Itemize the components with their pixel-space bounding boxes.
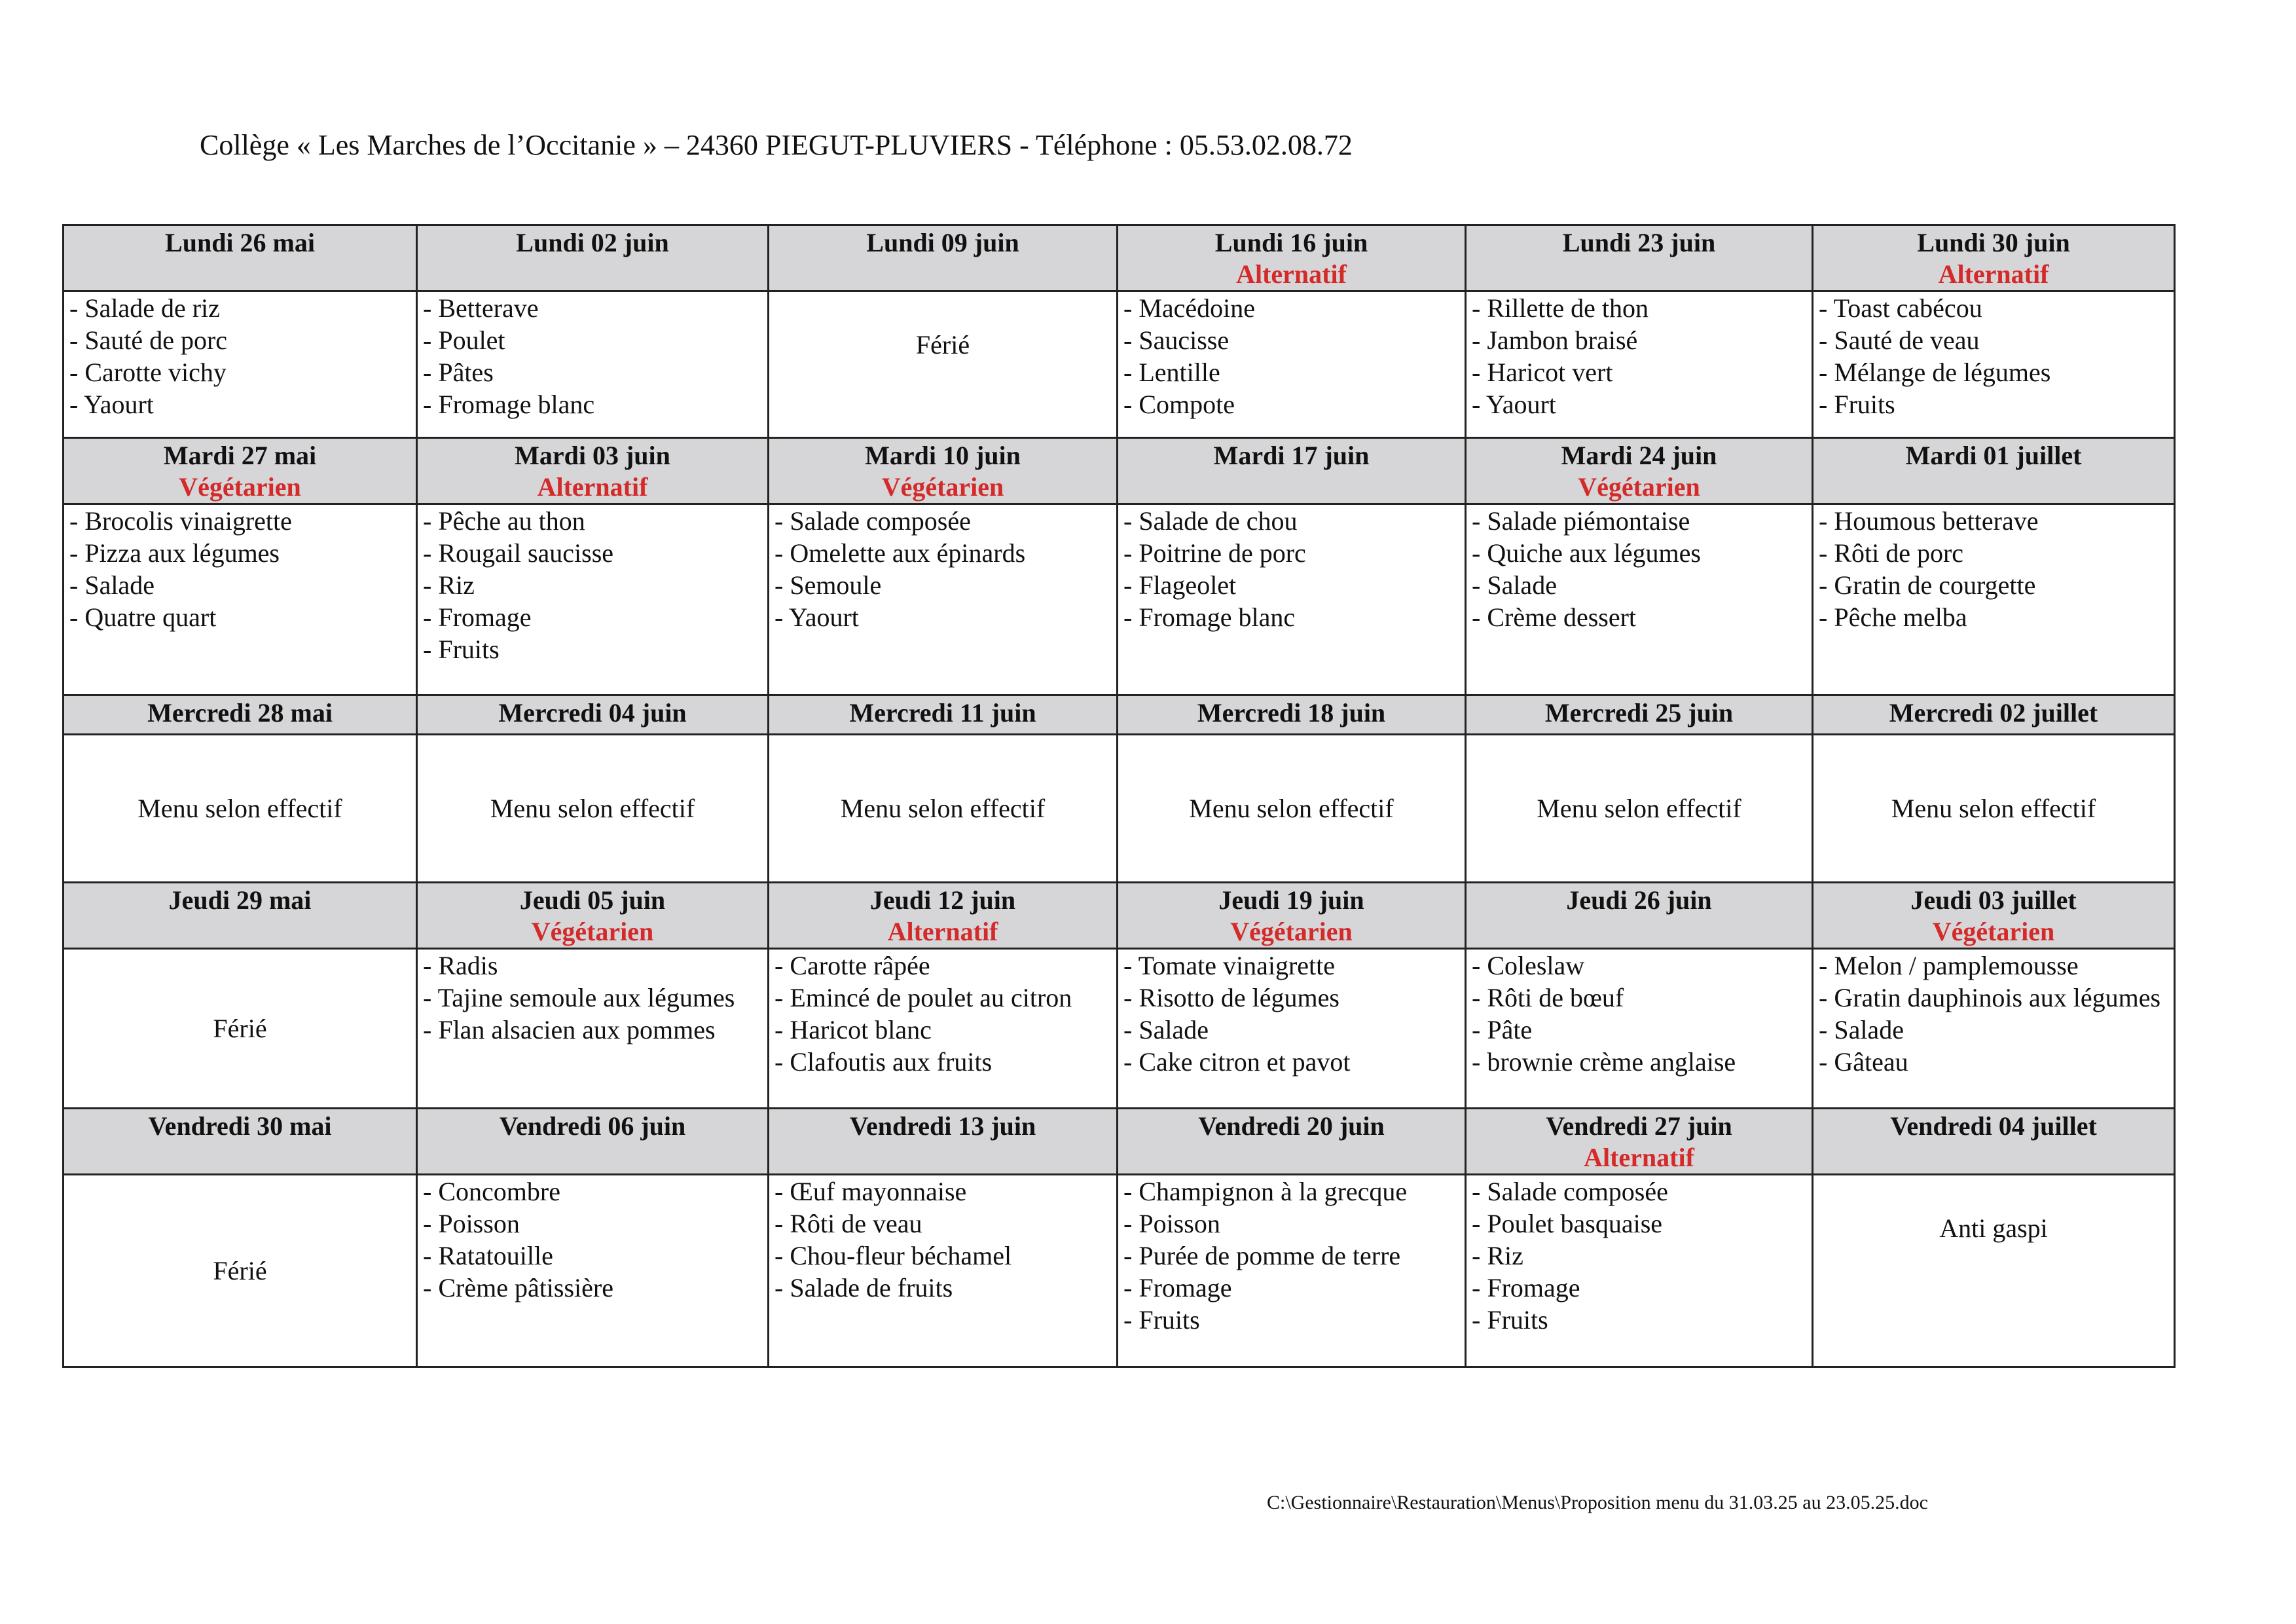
day-title: Lundi 16 juin	[1214, 228, 1368, 257]
dish-item: - Quiche aux légumes	[1472, 538, 1701, 568]
day-menu	[64, 504, 417, 695]
day-menu	[1813, 735, 2175, 883]
dish-item: - Quatre quart	[69, 602, 217, 632]
day-title: Lundi 23 juin	[1562, 228, 1716, 257]
dish-item: - Salade de chou	[1123, 506, 1298, 536]
dish-item: - Champignon à la grecque	[1123, 1177, 1408, 1206]
dish-item: - Rillette de thon	[1472, 293, 1649, 323]
day-menu	[1118, 291, 1466, 438]
day-header	[64, 438, 417, 504]
day-header	[1813, 1109, 2175, 1175]
day-title: Vendredi 04 juillet	[1890, 1111, 2097, 1141]
dish-item: - Crème dessert	[1472, 602, 1637, 632]
day-title: Jeudi 03 juillet	[1910, 885, 2077, 915]
day-menu	[417, 504, 769, 695]
dish-item: - Salade	[1123, 1015, 1209, 1044]
dish-item: - Crème pâtissière	[423, 1273, 613, 1302]
dish-item: - Pêche au thon	[423, 506, 585, 536]
dish-item: - Emincé de poulet au citron	[774, 983, 1072, 1012]
day-note: Menu selon effectif	[1891, 794, 2096, 823]
dish-item: - Rôti de bœuf	[1472, 983, 1624, 1012]
school-header: Collège « Les Marches de l’Occitanie » – 24360 PIEGUT-PLUVIERS - Téléphone : 05.53.02.08.72	[200, 129, 1353, 161]
dish-item: - Flan alsacien aux pommes	[423, 1015, 716, 1044]
day-menu	[769, 1175, 1118, 1367]
day-title: Mercredi 18 juin	[1197, 698, 1386, 728]
dish-item: - Fromage	[1123, 1273, 1232, 1302]
day-header-row	[64, 438, 2175, 504]
day-title: Mercredi 02 juillet	[1889, 698, 2098, 728]
day-title: Mardi 24 juin	[1561, 441, 1717, 470]
dish-item: - Lentille	[1123, 358, 1220, 387]
day-menu	[769, 735, 1118, 883]
day-header	[1118, 695, 1466, 735]
dish-item: - Ratatouille	[423, 1241, 553, 1270]
menu-type-tag: Alternatif	[1236, 259, 1347, 289]
day-header	[1466, 1109, 1813, 1175]
day-note: Férié	[213, 1014, 267, 1043]
menu-type-tag: Végétarien	[1578, 472, 1700, 502]
dish-item: - Poitrine de porc	[1123, 538, 1306, 568]
dish-item: - Chou-fleur béchamel	[774, 1241, 1012, 1270]
dish-item: - Sauté de porc	[69, 325, 228, 355]
dish-item: - Poulet basquaise	[1472, 1209, 1663, 1238]
dish-item: - Salade composée	[1472, 1177, 1668, 1206]
dish-item: - Coleslaw	[1472, 951, 1585, 980]
day-header-row	[64, 225, 2175, 291]
day-header	[64, 695, 417, 735]
day-menu	[1118, 949, 1466, 1109]
dish-item: - Fruits	[1472, 1305, 1548, 1335]
day-menu	[1813, 949, 2175, 1109]
day-header	[1118, 438, 1466, 504]
dish-item: - Clafoutis aux fruits	[774, 1047, 993, 1077]
day-header	[769, 883, 1118, 949]
day-title: Mercredi 11 juin	[849, 698, 1036, 728]
day-header	[417, 695, 769, 735]
menu-type-tag: Alternatif	[1938, 259, 2049, 289]
day-header	[1466, 883, 1813, 949]
dish-item: - Gâteau	[1819, 1047, 1908, 1077]
day-note: Férié	[915, 330, 970, 360]
dish-item: - Salade	[69, 570, 155, 600]
menu-type-tag: Végétarien	[1230, 917, 1353, 946]
dish-item: - Carotte vichy	[69, 358, 227, 387]
day-menu	[769, 504, 1118, 695]
dish-item: - Cake citron et pavot	[1123, 1047, 1351, 1077]
day-title: Mardi 01 juillet	[1905, 441, 2082, 470]
dish-item: - Concombre	[423, 1177, 560, 1206]
day-title: Jeudi 12 juin	[869, 885, 1016, 915]
day-note: Menu selon effectif	[137, 794, 342, 823]
day-header	[417, 1109, 769, 1175]
dish-item: - Compote	[1123, 390, 1235, 419]
day-header	[417, 883, 769, 949]
day-title: Vendredi 20 juin	[1198, 1111, 1385, 1141]
day-menu	[1466, 1175, 1813, 1367]
day-menu-row	[64, 1175, 2175, 1367]
menu-type-tag: Végétarien	[881, 472, 1004, 502]
day-menu	[417, 291, 769, 438]
day-note: Menu selon effectif	[1537, 794, 1741, 823]
day-menu	[64, 735, 417, 883]
day-menu-row	[64, 291, 2175, 438]
day-menu	[1118, 504, 1466, 695]
menu-type-tag: Végétarien	[531, 917, 654, 946]
day-title: Mardi 10 juin	[865, 441, 1021, 470]
day-title: Vendredi 06 juin	[499, 1111, 686, 1141]
day-header	[1466, 225, 1813, 291]
day-header	[1118, 883, 1466, 949]
dish-item: - Semoule	[774, 570, 882, 600]
day-header	[1466, 695, 1813, 735]
day-menu	[64, 1175, 417, 1367]
day-note: Menu selon effectif	[1189, 794, 1394, 823]
day-title: Mercredi 25 juin	[1544, 698, 1734, 728]
dish-item: - Toast cabécou	[1819, 293, 1982, 323]
document-path: C:\Gestionnaire\Restauration\Menus\Proposition menu du 31.03.25 au 23.05.25.doc	[1267, 1492, 1928, 1513]
dish-item: - Sauté de veau	[1819, 325, 1980, 355]
day-header	[1118, 225, 1466, 291]
day-title: Jeudi 19 juin	[1218, 885, 1364, 915]
dish-item: - Jambon braisé	[1472, 325, 1638, 355]
day-title: Lundi 30 juin	[1917, 228, 2070, 257]
dish-item: - Saucisse	[1123, 325, 1230, 355]
dish-item: - Rôti de porc	[1819, 538, 1964, 568]
menu-table-body	[64, 225, 2175, 1367]
menu-type-tag: Végétarien	[1932, 917, 2055, 946]
day-title: Vendredi 30 mai	[148, 1111, 332, 1141]
day-header	[1813, 225, 2175, 291]
day-menu	[1466, 735, 1813, 883]
dish-item: - Haricot blanc	[774, 1015, 932, 1044]
day-menu	[64, 949, 417, 1109]
day-title: Vendredi 13 juin	[849, 1111, 1036, 1141]
day-menu-row	[64, 949, 2175, 1109]
day-header	[1813, 695, 2175, 735]
dish-item: - Yaourt	[774, 602, 859, 632]
day-title: Lundi 09 juin	[866, 228, 1019, 257]
dish-item: - Poulet	[423, 325, 505, 355]
dish-item: - Salade	[1819, 1015, 1904, 1044]
menu-type-tag: Végétarien	[179, 472, 301, 502]
day-title: Lundi 26 mai	[165, 228, 315, 257]
dish-item: - Œuf mayonnaise	[774, 1177, 967, 1206]
day-title: Mercredi 04 juin	[498, 698, 687, 728]
day-note: Anti gaspi	[1939, 1213, 2048, 1243]
day-note: Menu selon effectif	[490, 794, 695, 823]
dish-item: - Fromage	[1472, 1273, 1580, 1302]
dish-item: - Fromage blanc	[1123, 602, 1296, 632]
day-title: Lundi 02 juin	[516, 228, 669, 257]
day-menu	[1813, 504, 2175, 695]
dish-item: - Fruits	[423, 635, 500, 664]
dish-item: - Fromage	[423, 602, 532, 632]
day-header	[64, 225, 417, 291]
day-menu	[417, 735, 769, 883]
dish-item: - Pêche melba	[1819, 602, 1967, 632]
dish-item: - Gratin de courgette	[1819, 570, 2036, 600]
dish-item: - Salade de riz	[69, 293, 220, 323]
day-menu	[769, 291, 1118, 438]
menu-type-tag: Alternatif	[537, 472, 648, 502]
day-header	[1813, 883, 2175, 949]
dish-item: - Radis	[423, 951, 498, 980]
day-header	[1466, 438, 1813, 504]
day-title: Jeudi 26 juin	[1566, 885, 1712, 915]
dish-item: - Fromage blanc	[423, 390, 595, 419]
day-header	[417, 225, 769, 291]
dish-item: - Salade piémontaise	[1472, 506, 1690, 536]
dish-item: - Pâte	[1472, 1015, 1533, 1044]
dish-item: - Houmous betterave	[1819, 506, 2039, 536]
dish-item: - Riz	[423, 570, 475, 600]
dish-item: - Rougail saucisse	[423, 538, 614, 568]
day-header	[769, 1109, 1118, 1175]
dish-item: - Fruits	[1819, 390, 1895, 419]
day-menu-row	[64, 504, 2175, 695]
day-menu	[1813, 1175, 2175, 1367]
dish-item: - Salade de fruits	[774, 1273, 953, 1302]
dish-item: - Flageolet	[1123, 570, 1237, 600]
day-header	[1813, 438, 2175, 504]
dish-item: - Brocolis vinaigrette	[69, 506, 292, 536]
menu-table	[62, 224, 2176, 1368]
dish-item: - Poisson	[423, 1209, 520, 1238]
day-header	[769, 225, 1118, 291]
dish-item: - Omelette aux épinards	[774, 538, 1026, 568]
day-title: Vendredi 27 juin	[1546, 1111, 1732, 1141]
day-menu	[1466, 949, 1813, 1109]
dish-item: - brownie crème anglaise	[1472, 1047, 1736, 1077]
dish-item: - Macédoine	[1123, 293, 1256, 323]
dish-item: - Rôti de veau	[774, 1209, 922, 1238]
dish-item: - Risotto de légumes	[1123, 983, 1339, 1012]
day-menu	[1118, 735, 1466, 883]
dish-item: - Mélange de légumes	[1819, 358, 2051, 387]
dish-item: - Riz	[1472, 1241, 1523, 1270]
day-header-row	[64, 1109, 2175, 1175]
dish-item: - Haricot vert	[1472, 358, 1613, 387]
dish-item: - Purée de pomme de terre	[1123, 1241, 1401, 1270]
day-menu	[1813, 291, 2175, 438]
day-menu	[417, 949, 769, 1109]
day-header	[769, 438, 1118, 504]
day-header-row	[64, 883, 2175, 949]
day-menu-row	[64, 735, 2175, 883]
day-title: Jeudi 29 mai	[168, 885, 312, 915]
dish-item: - Yaourt	[1472, 390, 1556, 419]
menu-type-tag: Alternatif	[887, 917, 998, 946]
dish-item: - Fruits	[1123, 1305, 1200, 1335]
day-header	[1118, 1109, 1466, 1175]
day-menu	[64, 291, 417, 438]
day-header	[64, 883, 417, 949]
day-note: Férié	[213, 1256, 267, 1285]
dish-item: - Tajine semoule aux légumes	[423, 983, 735, 1012]
dish-item: - Tomate vinaigrette	[1123, 951, 1336, 980]
dish-item: - Gratin dauphinois aux légumes	[1819, 983, 2161, 1012]
dish-item: - Pâtes	[423, 358, 494, 387]
day-menu	[1466, 504, 1813, 695]
dish-item: - Carotte râpée	[774, 951, 930, 980]
menu-type-tag: Alternatif	[1584, 1143, 1694, 1172]
dish-item: - Poisson	[1123, 1209, 1220, 1238]
day-header	[417, 438, 769, 504]
day-menu	[1466, 291, 1813, 438]
day-title: Mercredi 28 mai	[147, 698, 333, 728]
dish-item: - Pizza aux légumes	[69, 538, 280, 568]
day-header	[769, 695, 1118, 735]
dish-item: - Yaourt	[69, 390, 154, 419]
day-title: Mardi 17 juin	[1213, 441, 1370, 470]
day-menu	[417, 1175, 769, 1367]
dish-item: - Salade	[1472, 570, 1557, 600]
dish-item: - Melon / pamplemousse	[1819, 951, 2079, 980]
dish-item: - Salade composée	[774, 506, 971, 536]
day-title: Jeudi 05 juin	[519, 885, 666, 915]
day-title: Mardi 03 juin	[515, 441, 670, 470]
day-menu	[769, 949, 1118, 1109]
day-menu	[1118, 1175, 1466, 1367]
day-header	[64, 1109, 417, 1175]
day-title: Mardi 27 mai	[163, 441, 317, 470]
day-note: Menu selon effectif	[840, 794, 1046, 823]
dish-item: - Betterave	[423, 293, 539, 323]
day-header-row	[64, 695, 2175, 735]
